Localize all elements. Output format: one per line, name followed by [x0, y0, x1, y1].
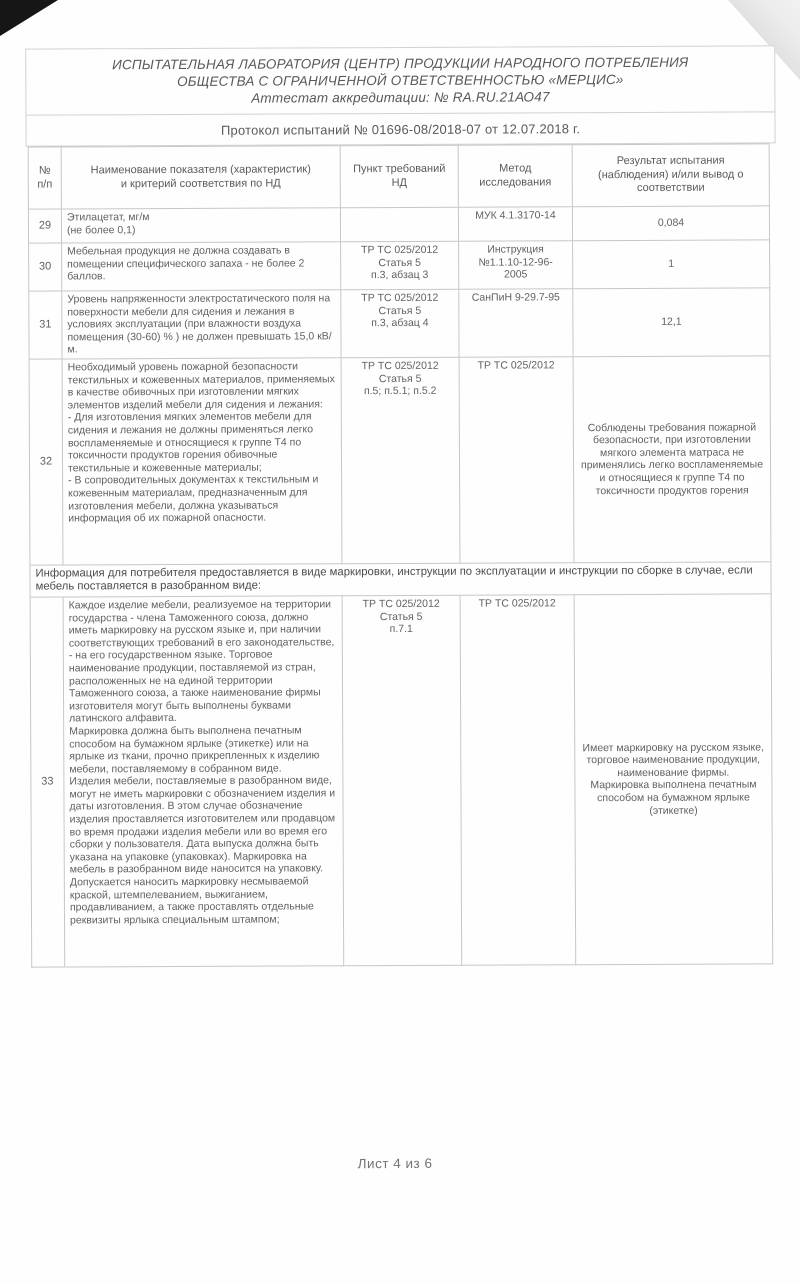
cell-29-method: МУК 4.1.3170-14 [458, 207, 572, 241]
cell-29-name: Этилацетат, мг/м (не более 0,1) [61, 208, 340, 243]
col-header-req: Пункт требований НД [340, 145, 458, 208]
col-header-method: Метод исследования [458, 145, 572, 207]
cell-33-result: Имеет маркировку на русском языке, торговое наименование продукции, наименование фирмы. Маркировка выполнена печатным способом на бумажном ярлыке (этикетке) [574, 594, 773, 965]
table-section-row [30, 562, 771, 597]
table-row-30 [29, 240, 770, 291]
cell-33-req: ТР ТС 025/2012 Статья 5 п.7.1 [342, 595, 462, 966]
cell-32-method: ТР ТС 025/2012 [459, 357, 574, 563]
test-results-table [28, 143, 774, 967]
table-header-row [28, 144, 769, 209]
protocol-number-line: Протокол испытаний № 01696-08/2018-07 от 12.07.2018 г. [220, 121, 581, 138]
org-name-line-1: ИСПЫТАТЕЛЬНАЯ ЛАБОРАТОРИЯ (ЦЕНТР) ПРОДУКЦИИ НАРОДНОГО ПОТРЕБЛЕНИЯ [112, 54, 689, 73]
cell-29-req [340, 207, 458, 242]
cell-33-method: ТР ТС 025/2012 [460, 595, 576, 965]
cell-30-name: Мебельная продукция не должна создавать в помещении специфического запаха - не более 2 баллов. [62, 242, 341, 291]
col-header-result: Результат испытания (наблюдения) и/или вывод о соответствии [572, 144, 769, 207]
table-row-33 [30, 594, 773, 967]
col-header-name: Наименование показателя (характеристик) и критерий соответствия по НД [61, 146, 340, 209]
table-row-31 [29, 288, 770, 359]
cell-31-result: 12,1 [573, 288, 770, 357]
cell-32-result: Соблюдены требования пожарной безопасности, при изготовлении мягкого элемента матраса не применялись легко воспламеняемые и относящиеся к группе Т4 по токсичности продуктов горения [573, 356, 771, 563]
cell-32-req: ТР ТС 025/2012 Статья 5 п.5; п.5.1; п.5.2 [341, 357, 460, 564]
cell-33-num: 33 [30, 597, 65, 967]
results-table-wrapper [28, 143, 773, 967]
document-header [25, 45, 775, 146]
table-row-32 [29, 356, 771, 565]
cell-31-method: СанПиН 9-29.7-95 [459, 289, 573, 357]
table-row-29 [28, 206, 769, 243]
consumer-info-note: Информация для потребителя предоставляется в виде маркировки, инструкции по эксплуатации и инструкции по сборке в случае, если мебель поставляется в разобранном виде: [30, 562, 771, 597]
cell-33-name: Каждое изделие мебели, реализуемое на территории государства - члена Таможенного союза, должно иметь маркировку на русском языке и, при наличии соответствующих требований в его законодательстве, - на его государственном языке. Торговое наименование продукции, поставляемой из стран, расположенных не на единой территории Таможенного союза, а также наименование фирмы изготовителя могут быть выполнены буквами латинского алфавита. Маркировка должна быть выполнена печатным способом на бумажном ярлыке (этикетке) или на ярлыке из ткани, прочно прикрепленных к изделию мебели, поставляемому в собранном виде. Изделия мебели, поставляемые в разобранном виде, могут не иметь маркировки с обозначением изделия и даты изготовления. В этом случае обозначение изделия проставляется изготовителем или продавцом во время продажи изделия мебели или во время его сборки у пользователя. Дата выпуска должна быть указана на упаковке (упаковках). Маркировка на мебель в разобранном виде наносится на упаковку. Допускается наносить маркировку несмываемой краской, штемпелеванием, выжиганием, продавливанием, а также проставлять отдельные реквизиты ярлыка специальным штампом; [63, 596, 344, 967]
cell-30-result: 1 [573, 240, 770, 289]
cell-32-name: Необходимый уровень пожарной безопасности текстильных и кожевенных материалов, применяемых в качестве обивочных при изготовлении мягких элементов изделий мебели для сидения и лежания: - Для изготовления мягких элементов мебели для сидения и лежания не должны применяться легко воспламеняемые и относящиеся к группе Т4 по токсичности продуктов горения обивочные текстильные и кожевенные материалы; - В сопроводительных документах к текстильным и кожевенным материалам, предназначенным для изготовления мебели, должна указываться информация об их пожарной опасности. [62, 358, 342, 565]
cell-29-result: 0,084 [572, 206, 769, 241]
org-name-line-2: ОБЩЕСТВА С ОГРАНИЧЕННОЙ ОТВЕТСТВЕННОСТЬЮ «МЕРЦИС» [177, 72, 624, 89]
col-header-num: № п/п [28, 147, 61, 209]
cell-29-num: 29 [28, 209, 61, 243]
cell-30-req: ТР ТС 025/2012 Статья 5 п.3, абзац 3 [341, 241, 459, 290]
cell-31-name: Уровень напряженности электростатического поля на поверхности мебели для сидения и лежания в условиях эксплуатации (при влажности воздуха помещения (30-60) % ) не должен превышать 15,0 кВ/м. [62, 290, 341, 359]
cell-30-num: 30 [29, 243, 62, 291]
cell-32-num: 32 [29, 359, 63, 565]
cell-31-req: ТР ТС 025/2012 Статья 5 п.3, абзац 4 [341, 289, 459, 357]
cell-30-method: Инструкция №1.1.10-12-96- 2005 [459, 241, 573, 289]
page-number-footer: Лист 4 из 6 [357, 1155, 433, 1172]
cell-31-num: 31 [29, 291, 62, 359]
laboratory-title-block [26, 46, 774, 115]
accreditation-line: Аттестат аккредитации: № RA.RU.21АО47 [251, 89, 550, 106]
